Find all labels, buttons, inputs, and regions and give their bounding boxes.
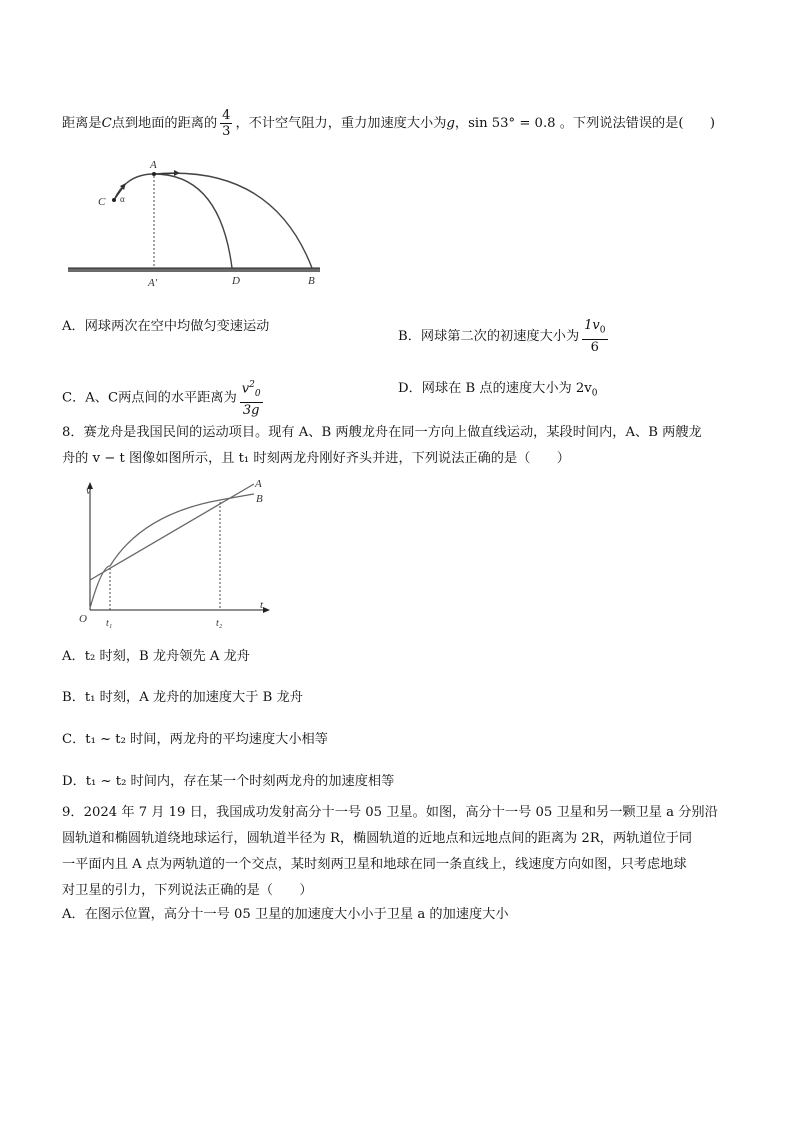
q7-option-b-num-sub: 0 — [599, 325, 606, 336]
q8-stem-line1: 8．赛龙舟是我国民间的运动项目。现有 A、B 两艘龙舟在同一方向上做直线运动，某段时间内，A、B 两艘龙 — [62, 425, 702, 440]
q9-stem-line1: 9．2024 年 7 月 19 日，我国成功发射高分十一号 05 卫星。如图，高分十一号 05 卫星和另一颗卫星 a 分别沿 — [62, 805, 718, 820]
q7-option-b-num: 1v — [584, 318, 600, 333]
q9-stem-line4: 对卫星的引力，下列说法正确的是（ ） — [62, 883, 313, 898]
label-a: A — [150, 159, 157, 171]
q7-option-b-frac — [582, 318, 607, 355]
trajectory-a-to-d — [154, 174, 232, 268]
q7-option-b-den: 6 — [590, 339, 599, 355]
q7-option-d-text: D．网球在 B 点的速度大小为 2v — [398, 381, 592, 396]
q7-option-a[interactable]: A．网球两次在空中均做匀变速运动 — [62, 319, 270, 334]
trajectory-a-to-b — [154, 173, 312, 268]
q8-option-d[interactable]: D．t₁ ~ t₂ 时间内，存在某一个时刻两龙舟的加速度相等 — [62, 774, 395, 789]
point-a — [152, 172, 156, 176]
label-t2: t₂ — [216, 618, 223, 628]
label-d: D — [232, 275, 240, 287]
q7-option-c-num-sub: 0 — [254, 388, 261, 399]
q7-option-c[interactable] — [62, 378, 266, 418]
label-t: t — [260, 599, 264, 611]
q7-frac-num: 4 — [222, 108, 231, 123]
q7-figure — [62, 158, 332, 290]
q8-option-c[interactable]: C．t₁ ~ t₂ 时间，两龙舟的平均速度大小相等 — [62, 732, 328, 747]
label-o: O — [79, 613, 87, 625]
q7-option-d[interactable] — [398, 380, 597, 403]
arrowhead-a — [174, 170, 180, 176]
q8-option-b[interactable]: B．t₁ 时刻，A 龙舟的加速度大于 B 龙舟 — [62, 690, 303, 705]
q7-stem-g: g — [446, 116, 455, 131]
label-a-prime: A′ — [148, 277, 158, 289]
q7-stem — [62, 108, 715, 139]
q9-stem-line2: 圆轨道和椭圆轨道绕地球运行，圆轨道半径为 R，椭圆轨道的近地点和远地点间的距离为 2R，两轨道位于同 — [62, 831, 693, 846]
label-t1: t₁ — [106, 618, 113, 628]
q7-option-c-text: C．A、C两点间的水平距离为 — [62, 390, 237, 406]
label-line-a: A — [255, 478, 262, 490]
q8-stem-line2: 舟的 v − t 图像如图所示，且 t₁ 时刻两龙舟刚好齐头并进，下列说法正确的是（ ） — [62, 451, 570, 466]
q7-option-b[interactable] — [398, 318, 611, 355]
q7-stem-text-2: 点到地面的距离的 — [111, 116, 218, 131]
label-alpha: α — [120, 194, 125, 204]
label-b: B — [308, 275, 315, 287]
label-c: C — [98, 196, 106, 208]
q7-option-b-text: B．网球第二次的初速度大小为 — [398, 328, 580, 344]
q7-fraction — [220, 108, 232, 139]
point-c — [112, 198, 116, 202]
label-v: v — [86, 485, 91, 497]
q7-option-c-num: v — [241, 381, 250, 397]
ground — [68, 268, 320, 272]
q8-vt-graph — [72, 478, 282, 628]
q7-option-c-num-sup: 2 — [249, 380, 255, 390]
graph-bg — [72, 478, 282, 628]
q7-stem-text: 距离是 — [62, 116, 102, 131]
q7-option-c-frac — [240, 378, 263, 418]
q9-stem-line3: 一平面内且 A 点为两轨道的一个交点，某时刻两卫星和地球在同一条直线上，线速度方向如图，只考虑地球 — [62, 857, 687, 872]
q7-stem-text-3: ，不计空气阻力，重力加速度大小为 — [235, 116, 447, 131]
q9-option-a[interactable]: A．在图示位置，高分十一号 05 卫星的加速度大小小于卫星 a 的加速度大小 — [62, 907, 509, 922]
q7-option-d-sub: 0 — [591, 388, 598, 399]
q7-stem-text-4: ，sin 53° = 0.8 。下列说法错误的是( ) — [454, 116, 716, 131]
q7-frac-den: 3 — [222, 124, 231, 139]
q8-option-a[interactable]: A．t₂ 时刻，B 龙舟领先 A 龙舟 — [62, 649, 250, 664]
q7-stem-point: C — [101, 116, 112, 131]
q7-option-c-den: 3g — [242, 402, 260, 418]
label-curve-b: B — [256, 493, 263, 505]
